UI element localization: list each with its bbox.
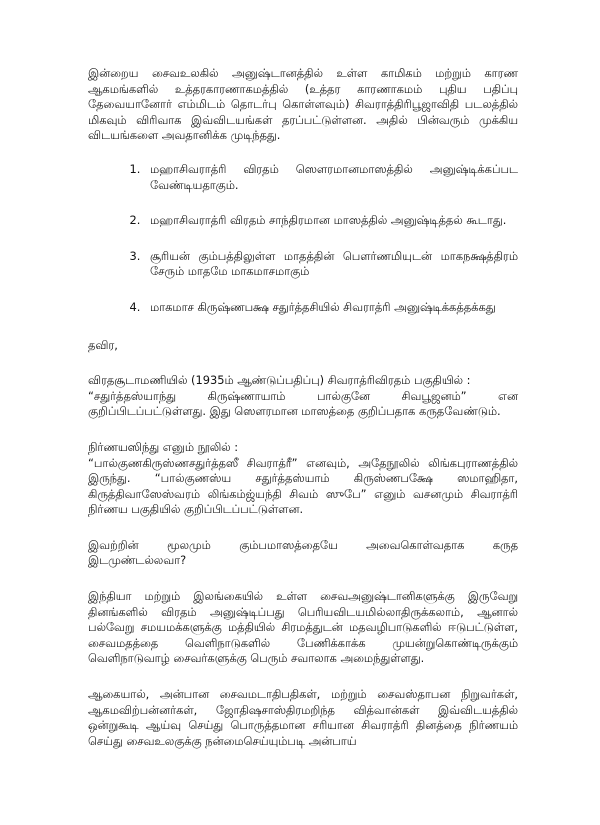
closing-paragraph: ஆகையால், அன்பான சைவமடாதிபதிகள், மற்றும் சைவஸ்தாபன நிறுவர்கள், ஆகமவிற்பன்னர்கள், ஜோதிஷசாஸ்திரமறிந்த வித்வான்கள் இவ்விடயத்தில் ஒன்றுகூடி ஆய்வு செய்து பொருத்தமான சரியான சிவராத்ரி தினத்தை நிர்ணயம் செய்து சைவஉலகுக்கு நன்மைசெய்யும்படி அன்பாய் bbox=[88, 687, 518, 748]
nirnayasindhu-line2: “பால்குணகிருஸ்ணசதுர்த்தஸீ சிவராத்ரீ” எனவும், அதேநூலில் லிங்கபுராணத்தில் இருந்து. “பால்குணஸ்ய சதுர்த்தஸ்யாம் கிருஸ்ணபக்ஷே ஸமாஹிதா, கிருத்திவாஸேஸ்வரம் லிங்கம்ஜ்யந்தி சிவம் ஸுபே” எனும் வசனமும் சிவராத்ரி நிர்ணய பகுதியில் குறிப்பிடப்பட்டுள்ளன. bbox=[88, 455, 518, 517]
virathasoodamani-line1: விரதசூடாமணியில் (1935ம் ஆண்டுப்பதிப்பு) சிவராத்ரிவிரதம் பகுதியில் : bbox=[88, 373, 471, 388]
intro-paragraph: இன்றைய சைவஉலகில் அனுஷ்டானத்தில் உள்ள காமிகம் மற்றும் காரண ஆகமங்களில் உத்தரகாரணாகமத்தில் (உத்தர காரணாகமம் புதிய பதிப்பு தேவையானோர் எம்மிடம் தொடர்பு கொள்ளவும்) சிவராத்திரிபூஜாவிதி படலத்தில் மிகவும் விரிவாக இவ்விடயங்கள் தரப்பட்டுள்ளன. அதில் பின்வரும் முக்கிய விடயங்களை அவதானிக்க முடிந்தது. bbox=[88, 66, 518, 143]
list-item: 1. மஹாசிவராத்ரி விரதம் ஸௌரமானமாஸத்தில் அனுஷ்டிக்கப்பட வேண்டியதாகும். bbox=[144, 162, 518, 193]
nirnayasindhu-line1: நிர்ணயஸிந்து எனும் நூலில் : bbox=[88, 439, 239, 454]
india-srilanka-paragraph: இந்தியா மற்றும் இலங்கையில் உள்ள சைவஅனுஷ்டானிகளுக்கு இருவேறு தினங்களில் விரதம் அனுஷ்டிப்பது பெரியவிடயமில்லாதிருக்கலாம், ஆனால் பல்வேறு சமயமக்களுக்கு மத்தியில் சிரமத்துடன் மதவழிபாடுகளில் ஈடுபட்டுள்ள, சைவமதத்தை வெளிநாடுகளில் பேணிக்காக்க முயன்றுகொண்டிருக்கும் வெளிநாடுவாழ் சைவர்களுக்கு பெரும் சவாலாக அமைந்துள்ளது. bbox=[88, 589, 518, 666]
tavira-text: தவிர, bbox=[88, 337, 118, 352]
virathasoodamani-line2: “சதுர்த்தஸ்யாந்து கிருஷ்ணாயாம் பால்குனே சிவபூஜனம்” என குறிப்பிடப்பட்டுள்ளது. இது ஸௌரமான மாஸத்தை குறிப்பதாக கருதவேண்டும். bbox=[88, 388, 518, 419]
nirnayasindhu-paragraph bbox=[88, 440, 518, 518]
list-item: 3. சூரியன் கும்பத்திலுள்ள மாதத்தின் பௌர்ணமியுடன் மாகநக்ஷத்திரம் சேரும் மாதமே மாகமாசமாகும் bbox=[144, 249, 518, 280]
list-item: 4. மாகமாச கிருஷ்ணபக்ஷ சதுர்த்தசியில் சிவராத்ரி அனுஷ்டிக்கத்தக்கது bbox=[144, 300, 518, 316]
list-item: 2. மஹாசிவராத்ரி விரதம் சாந்திரமான மாஸத்தில் அனுஷ்டித்தல் கூடாது. bbox=[144, 213, 518, 229]
key-points-list bbox=[88, 162, 518, 316]
virathasoodamani-paragraph bbox=[88, 373, 518, 420]
question-paragraph: இவற்றின் மூலமும் கும்பமாஸத்தையே அவைகொள்வதாக கருத இடமுண்டல்லவா? bbox=[88, 537, 518, 568]
